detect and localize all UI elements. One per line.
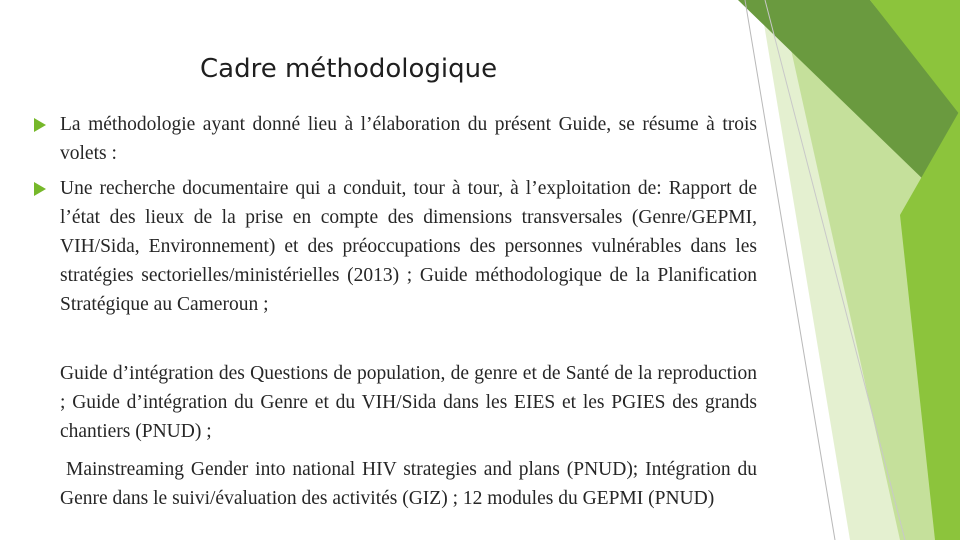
bullet-arrow-icon (34, 118, 46, 132)
slide-title: Cadre méthodologique (200, 54, 498, 84)
paragraph-1: La méthodologie ayant donné lieu à l’élaboration du présent Guide, se résume à trois volets : (60, 114, 757, 164)
bullet-arrow-icon (34, 182, 46, 196)
paragraph-4: Mainstreaming Gender into national HIV strategies and plans (PNUD); Intégration du Genre dans le suivi/évaluation des activités (GIZ) ; 12 modules du GEPMI (PNUD) (60, 459, 757, 509)
paragraph-3: Guide d’intégration des Questions de population, de genre et de Santé de la reproduction ; Guide d’intégration du Genre et du VIH/Sida dans les EIES et les PGIES des grands chantiers (PNUD) ; (60, 363, 757, 442)
paragraph-2: Une recherche documentaire qui a conduit, tour à tour, à l’exploitation de: Rapport de l’état des lieux de la prise en compte des dimensions transversales (Genre/GEPMI, VIH/Sida, Environnement) et des préoccupations des personnes vulnérables dans les stratégies sectorielles/ministérielles (2013) ; Guide méthodologique de la Planification Stratégique au Cameroun ; (60, 178, 757, 315)
